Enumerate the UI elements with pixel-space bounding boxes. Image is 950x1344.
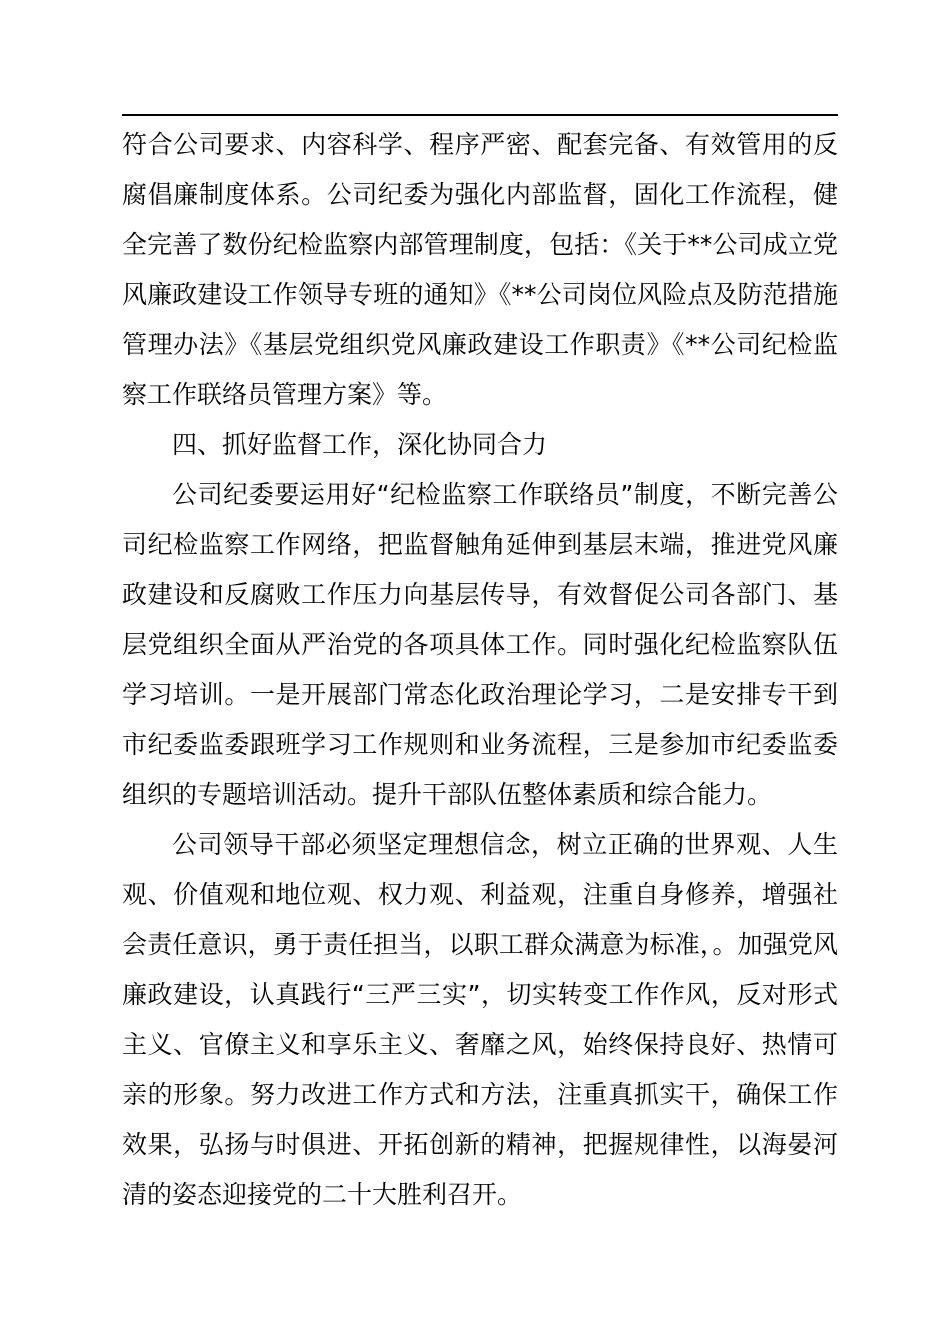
- header-rule: [122, 114, 838, 116]
- section-heading-four: 四、抓好监督工作，深化协同合力: [172, 430, 548, 459]
- paragraph-supervision: 公司纪委要运用好“纪检监察工作联络员”制度，不断完善公司纪检监察工作网络，把监督触角延伸到基层末端，推进党风廉政建设和反腐败工作压力向基层传导，有效督促公司各部门、基层党组织全面从严治党的各项具体工作。同时强化纪检监察队伍学习培训。一是开展部门常态化政治理论学习，二是安排专干到市纪委监委跟班学习工作规则和业务流程，三是参加市纪委监委组织的专题培训活动。提升干部队伍整体素质和综合能力。: [122, 480, 838, 809]
- paragraph-continued: 符合公司要求、内容科学、程序严密、配套完备、有效管用的反腐倡廉制度体系。公司纪委为强化内部监督，固化工作流程，健全完善了数份纪检监察内部管理制度，包括：《关于**公司成立党风廉政建设工作领导专班的通知》《**公司岗位风险点及防范措施管理办法》《基层党组织党风廉政建设工作职责》《**公司纪检监察工作联络员管理方案》等。: [122, 130, 838, 409]
- paragraph-leadership: 公司领导干部必须坚定理想信念，树立正确的世界观、人生观、价值观和地位观、权力观、利益观，注重自身修养，增强社会责任意识，勇于责任担当，以职工群众满意为标准，。加强党风廉政建设，认真践行“三严三实”，切实转变工作作风，反对形式主义、官僚主义和享乐主义、奢靡之风，始终保持良好、热情可亲的形象。努力改进工作方式和方法，注重真抓实干，确保工作效果，弘扬与时俱进、开拓创新的精神，把握规律性，以海晏河清的姿态迎接党的二十大胜利召开。: [122, 830, 838, 1209]
- document-body: [122, 120, 838, 1220]
